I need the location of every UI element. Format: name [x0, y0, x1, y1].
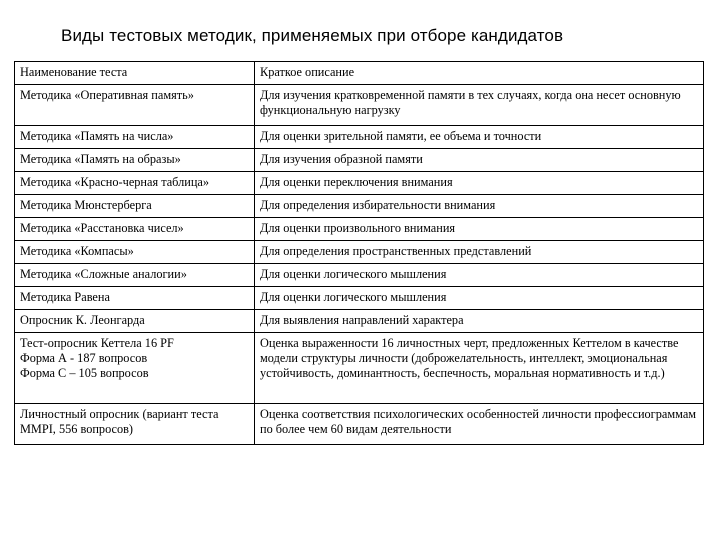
table-row [15, 404, 704, 445]
test-name-cell: Методика «Компасы» [15, 241, 255, 264]
column-header-description: Краткое описание [255, 62, 704, 85]
test-description-cell: Для оценки зрительной памяти, ее объема и точности [255, 126, 704, 149]
test-name-cell: Методика Мюнстерберга [15, 195, 255, 218]
methods-table [14, 61, 704, 445]
test-description-cell: Оценка выраженности 16 личностных черт, предложенных Кеттелом в качестве модели структуры личности (доброжелательность, интеллект, эмоциональная устойчивость, доминантность, беспечность, моральная нормативность и т.д.) [255, 333, 704, 404]
table-row [15, 333, 704, 404]
test-name-cell: Методика «Память на образы» [15, 149, 255, 172]
test-name-cell: Личностный опросник (вариант теста MMPI, 556 вопросов) [15, 404, 255, 445]
test-description-cell: Оценка соответствия психологических особенностей личности профессиограммам по более чем 60 видам деятельности [255, 404, 704, 445]
table-row [15, 149, 704, 172]
test-name-cell: Методика «Сложные аналогии» [15, 264, 255, 287]
test-name-cell: Методика «Оперативная память» [15, 85, 255, 126]
test-description-cell: Для определения избирательности внимания [255, 195, 704, 218]
test-description-cell: Для оценки логического мышления [255, 264, 704, 287]
table-row [15, 85, 704, 126]
test-description-cell: Для определения пространственных представлений [255, 241, 704, 264]
table-row [15, 264, 704, 287]
test-name-cell: Опросник К. Леонгарда [15, 310, 255, 333]
page-title: Виды тестовых методик, применяемых при отборе кандидатов [61, 26, 564, 45]
column-header-name: Наименование теста [15, 62, 255, 85]
table-row [15, 218, 704, 241]
test-name-cell: Тест-опросник Кеттела 16 PF Форма А - 187 вопросов Форма С – 105 вопросов [15, 333, 255, 404]
test-name-cell: Методика «Красно-черная таблица» [15, 172, 255, 195]
test-description-cell: Для изучения кратковременной памяти в тех случаях, когда она несет основную функциональную нагрузку [255, 85, 704, 126]
test-name-cell: Методика «Расстановка чисел» [15, 218, 255, 241]
test-description-cell: Для оценки логического мышления [255, 287, 704, 310]
test-description-cell: Для выявления направлений характера [255, 310, 704, 333]
test-description-cell: Для изучения образной памяти [255, 149, 704, 172]
test-description-cell: Для оценки переключения внимания [255, 172, 704, 195]
test-name-cell: Методика «Память на числа» [15, 126, 255, 149]
table-header-row [15, 62, 704, 85]
table-row [15, 126, 704, 149]
table-row [15, 241, 704, 264]
table-row [15, 195, 704, 218]
table-row [15, 310, 704, 333]
table-row [15, 172, 704, 195]
table-row [15, 287, 704, 310]
test-description-cell: Для оценки произвольного внимания [255, 218, 704, 241]
test-name-cell: Методика Равена [15, 287, 255, 310]
